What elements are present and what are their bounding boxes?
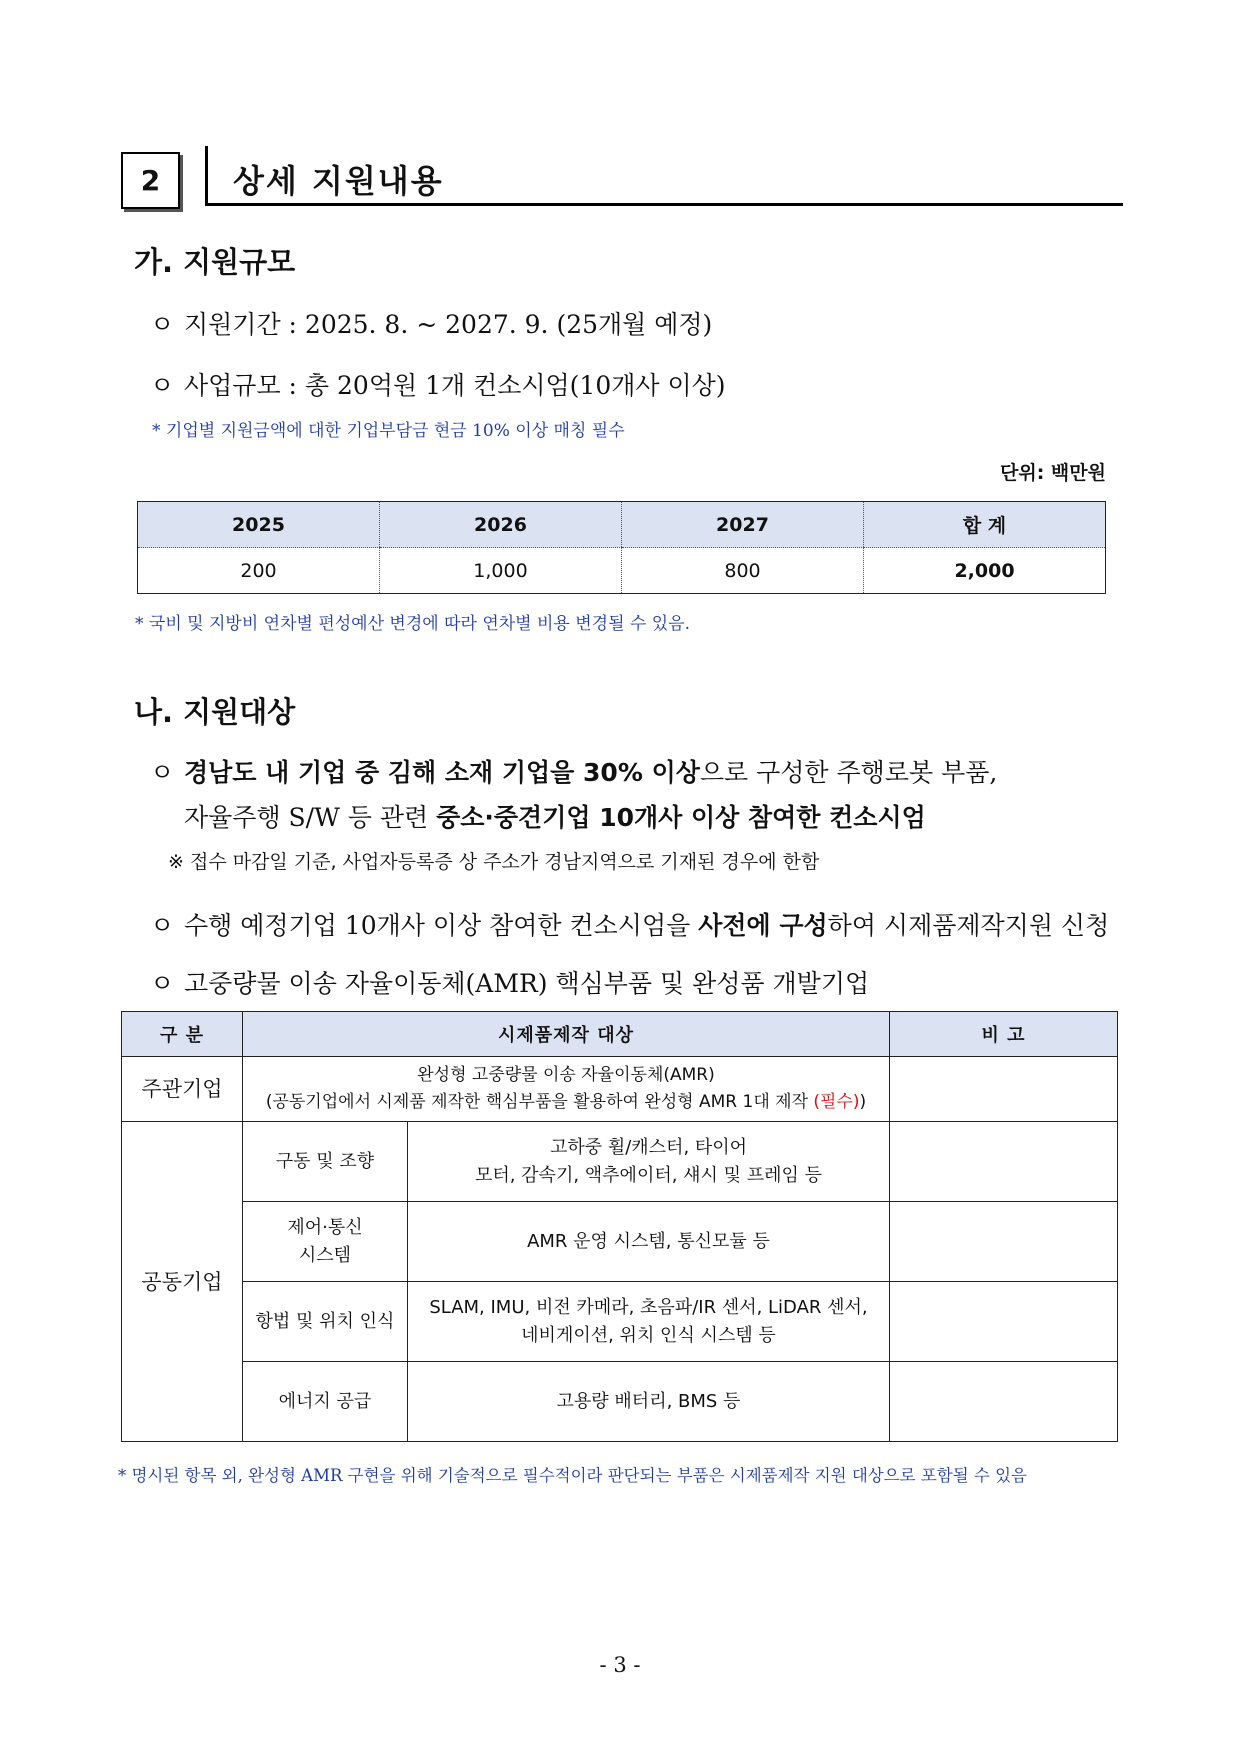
joint-item bbox=[408, 1122, 890, 1202]
bullet-mark: ㅇ bbox=[150, 310, 175, 339]
budget-table bbox=[137, 501, 1106, 594]
target-header-category: 구 분 bbox=[122, 1012, 243, 1057]
section-number: 2 bbox=[121, 152, 180, 209]
target-bullet-1-line2-emphasis: 중소·중견기업 10개사 이상 참여한 컨소시엄 bbox=[436, 803, 926, 832]
budget-header-cell: 2026 bbox=[380, 502, 622, 548]
budget-note: * 국비 및 지방비 연차별 편성예산 변경에 따라 연차별 비용 변경될 수 있음. bbox=[135, 614, 690, 634]
joint-subcategory: 항법 및 위치 인식 bbox=[243, 1282, 408, 1362]
budget-value-row bbox=[138, 548, 1106, 594]
joint-item-line2: 네비게이션, 위치 인식 시스템 등 bbox=[521, 1324, 776, 1346]
section-title: 상세 지원내용 bbox=[233, 162, 444, 200]
joint-subcategory-line1: 제어·통신 bbox=[287, 1216, 363, 1238]
target-bullet-1-line2 bbox=[184, 798, 926, 834]
target-bullet-2-text-end: 하여 시제품제작지원 신청 bbox=[827, 911, 1110, 940]
joint-remark bbox=[890, 1202, 1118, 1282]
target-bullet-1-line2-text: 자율주행 S/W 등 관련 bbox=[184, 803, 437, 832]
budget-header-row bbox=[138, 502, 1106, 548]
budget-value-cell: 1,000 bbox=[380, 548, 622, 594]
target-bullet-1-emphasis: 경남도 내 기업 중 김해 소재 기업을 30% 이상 bbox=[184, 758, 700, 787]
joint-item bbox=[408, 1202, 890, 1282]
period-bullet bbox=[150, 305, 712, 341]
period-text: 지원기간 : 2025. 8. ~ 2027. 9. (25개월 예정) bbox=[184, 310, 713, 339]
joint-item-line1: AMR 운영 시스템, 통신모듈 등 bbox=[527, 1230, 770, 1252]
joint-item-line1: 고하중 휠/캐스터, 타이어 bbox=[549, 1136, 748, 1158]
joint-subcategory: 에너지 공급 bbox=[243, 1362, 408, 1442]
page-number: - 3 - bbox=[599, 1653, 641, 1677]
bullet-mark: ㅇ bbox=[150, 371, 175, 400]
section-divider-bar bbox=[205, 146, 208, 206]
joint-row bbox=[122, 1362, 1118, 1442]
lead-item-line1: 완성형 고중량물 이송 자율이동체(AMR) bbox=[417, 1065, 715, 1085]
joint-row bbox=[122, 1282, 1118, 1362]
target-bullet-1 bbox=[150, 753, 997, 789]
lead-item-line2-close: ) bbox=[859, 1092, 867, 1112]
target-heading: 나. 지원대상 bbox=[134, 695, 296, 729]
target-header-item: 시제품제작 대상 bbox=[243, 1012, 890, 1057]
target-bullet-2 bbox=[150, 906, 1109, 942]
target-bullet-1-text: 으로 구성한 주행로봇 부품, bbox=[699, 758, 998, 787]
joint-item bbox=[408, 1362, 890, 1442]
lead-item-line2-text: (공동기업에서 시제품 제작한 핵심부품을 활용하여 완성형 AMR 1대 제작 bbox=[265, 1092, 814, 1112]
target-header-remark: 비 고 bbox=[890, 1012, 1118, 1057]
bullet-mark: ㅇ bbox=[150, 758, 175, 787]
joint-remark bbox=[890, 1282, 1118, 1362]
budget-value-cell: 200 bbox=[240, 559, 277, 582]
target-bullet-3-text: 고중량물 이송 자율이동체(AMR) 핵심부품 및 완성품 개발기업 bbox=[184, 969, 870, 998]
included-parts-note: * 명시된 항목 외, 완성형 AMR 구현을 위해 기술적으로 필수적이라 판단되는 부품은 시제품제작 지원 대상으로 포함될 수 있음 bbox=[118, 1466, 1027, 1485]
lead-company-row bbox=[122, 1057, 1118, 1122]
lead-category: 주관기업 bbox=[122, 1057, 243, 1122]
joint-item-line1: 고용량 배터리, BMS 등 bbox=[556, 1390, 741, 1412]
budget-value-cell: 800 bbox=[622, 548, 864, 594]
target-bullet-3 bbox=[150, 964, 869, 1000]
joint-remark bbox=[890, 1362, 1118, 1442]
address-note: ※ 접수 마감일 기준, 사업자등록증 상 주소가 경남지역으로 기재된 경우에 한함 bbox=[168, 851, 820, 873]
joint-category: 공동기업 bbox=[122, 1122, 243, 1442]
target-table bbox=[121, 1011, 1118, 1442]
lead-item-line2 bbox=[244, 1089, 888, 1116]
budget-header-cell: 2027 bbox=[622, 502, 864, 548]
budget-total-value: 2,000 bbox=[864, 548, 1106, 594]
scale-heading: 가. 지원규모 bbox=[134, 245, 296, 279]
section-underline bbox=[205, 203, 1123, 206]
joint-item-line2: 모터, 감속기, 액추에이터, 섀시 및 프레임 등 bbox=[474, 1164, 823, 1186]
joint-item bbox=[408, 1282, 890, 1362]
size-bullet bbox=[150, 366, 726, 402]
size-text: 사업규모 : 총 20억원 1개 컨소시엄(10개사 이상) bbox=[184, 371, 726, 400]
lead-remark bbox=[890, 1057, 1118, 1122]
joint-subcategory bbox=[243, 1202, 408, 1282]
target-header-row bbox=[122, 1012, 1118, 1057]
joint-row bbox=[122, 1202, 1118, 1282]
matching-note: * 기업별 지원금액에 대한 기업부담금 현금 10% 이상 매칭 필수 bbox=[152, 421, 625, 441]
joint-item-line1: SLAM, IMU, 비전 카메라, 초음파/IR 센서, LiDAR 센서, bbox=[429, 1296, 868, 1318]
bullet-mark: ㅇ bbox=[150, 911, 175, 940]
budget-header-total: 합 계 bbox=[864, 502, 1106, 548]
target-bullet-2-emphasis: 사전에 구성 bbox=[698, 911, 828, 940]
joint-subcategory: 구동 및 조향 bbox=[243, 1122, 408, 1202]
lead-item bbox=[243, 1057, 890, 1122]
unit-label: 단위: 백만원 bbox=[1000, 462, 1106, 484]
joint-row bbox=[122, 1122, 1118, 1202]
bullet-mark: ㅇ bbox=[150, 969, 175, 998]
joint-remark bbox=[890, 1122, 1118, 1202]
joint-subcategory-line2: 시스템 bbox=[298, 1244, 352, 1266]
target-bullet-2-text: 수행 예정기업 10개사 이상 참여한 컨소시엄을 bbox=[184, 911, 699, 940]
budget-header-cell: 2025 bbox=[138, 502, 380, 548]
required-tag: (필수) bbox=[813, 1092, 860, 1112]
